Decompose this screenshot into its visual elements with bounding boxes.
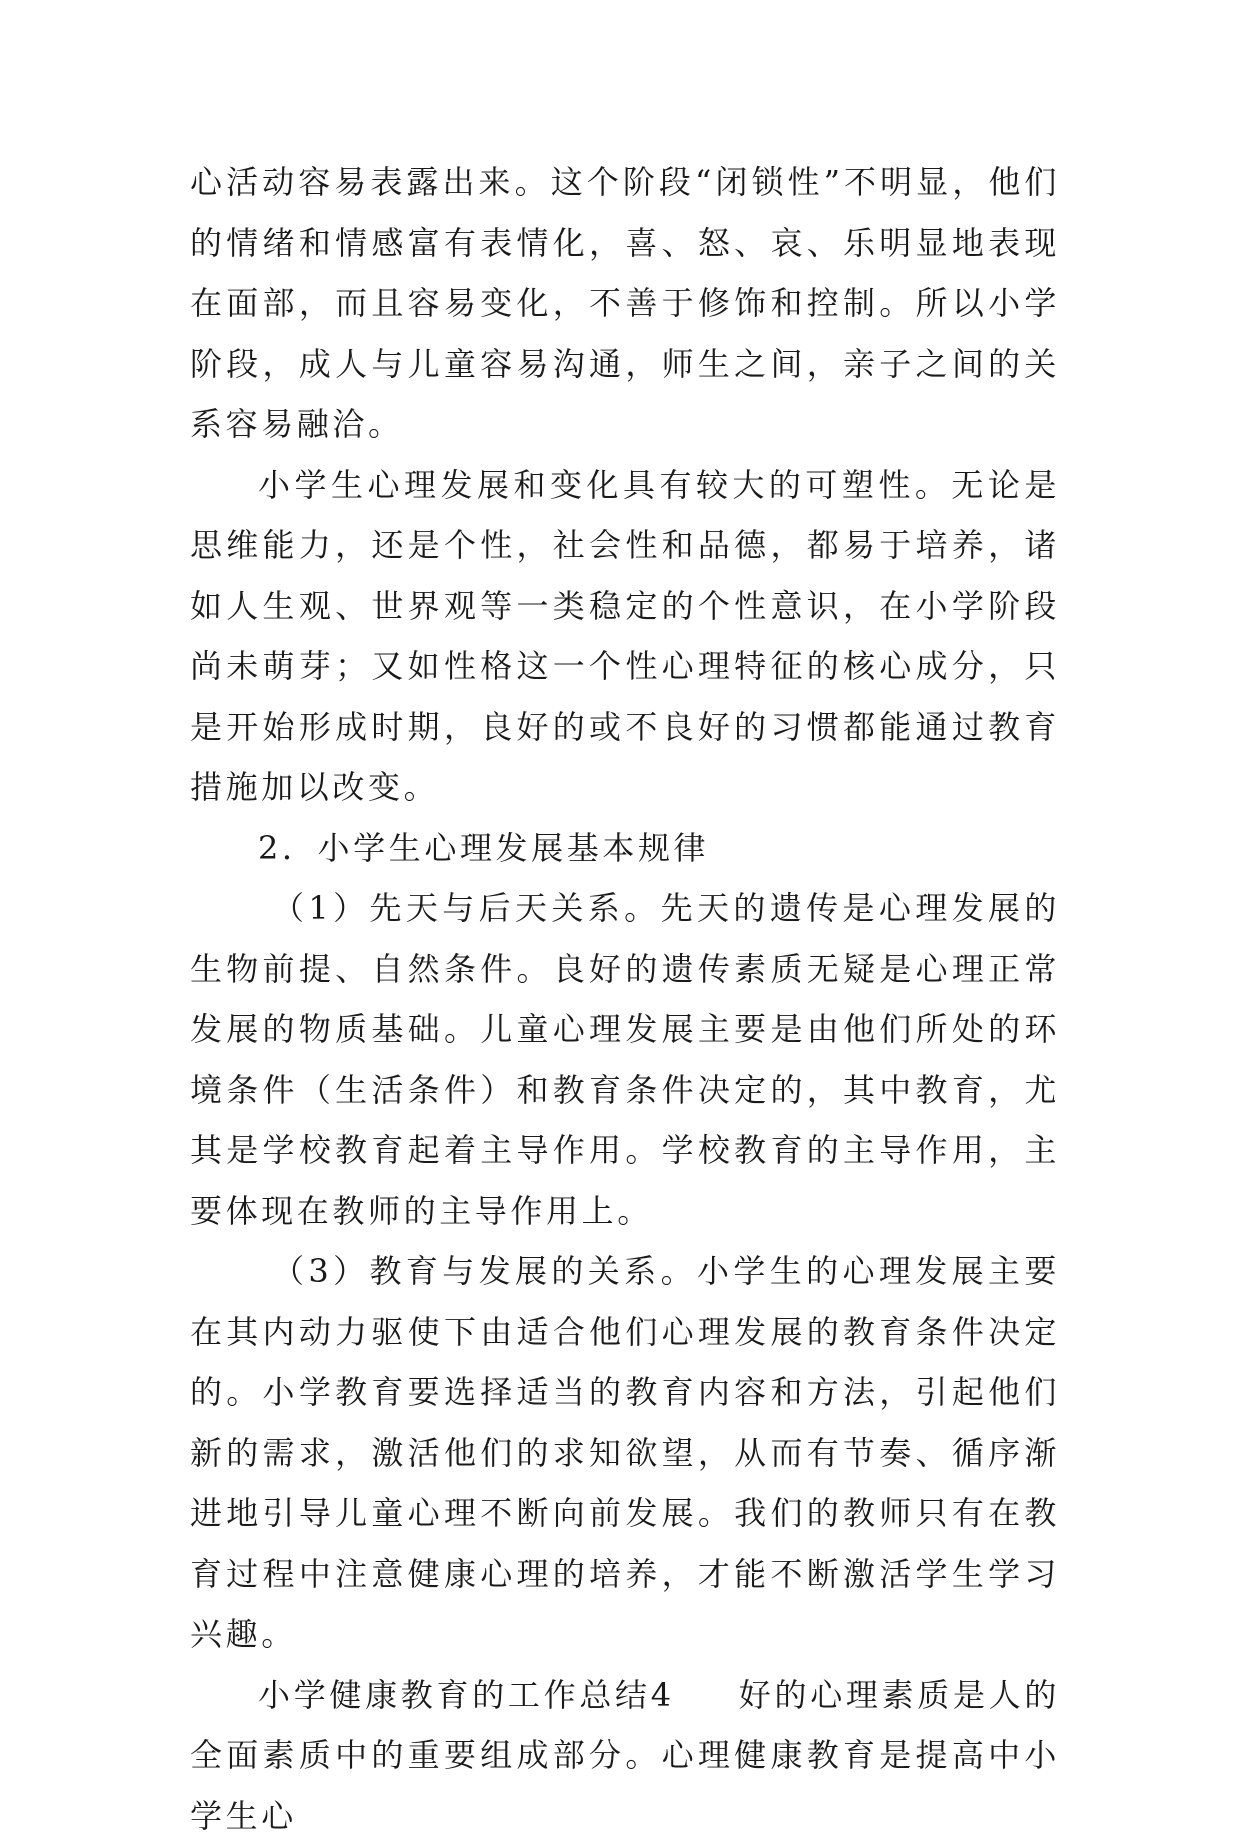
body-text	[190, 152, 1060, 1846]
paragraph-1: 心活动容易表露出来。这个阶段“闭锁性”不明显，他们的情绪和情感富有表情化，喜、怒、哀、乐明显地表现在面部，而且容易变化，不善于修饰和控制。所以小学阶段，成人与儿童容易沟通，师生之间，亲子之间的关系容易融洽。	[190, 152, 1060, 455]
paragraph-2: 小学生心理发展和变化具有较大的可塑性。无论是思维能力，还是个性，社会性和品德，都易于培养，诸如人生观、世界观等一类稳定的个性意识，在小学阶段尚未萌芽；又如性格这一个性心理特征的核心成分，只是开始形成时期，良好的或不良好的习惯都能通过教育措施加以改变。	[190, 455, 1060, 818]
paragraph-4: （3）教育与发展的关系。小学生的心理发展主要在其内动力驱使下由适合他们心理发展的教育条件决定的。小学教育要选择适当的教育内容和方法，引起他们新的需求，激活他们的求知欲望，从而有节奏、循序渐进地引导儿童心理不断向前发展。我们的教师只有在教育过程中注意健康心理的培养，才能不断激活学生学习兴趣。	[190, 1241, 1060, 1665]
summary-text: 好的心理素质是人的全面素质中的重要组成部分。心理健康教育是提高中小学生心	[190, 1676, 1060, 1835]
summary-heading: 小学健康教育的工作总结4	[258, 1676, 675, 1714]
paragraph-5	[190, 1665, 1060, 1846]
section-heading: 2．小学生心理发展基本规律	[190, 818, 1060, 879]
paragraph-3: （1）先天与后天关系。先天的遗传是心理发展的生物前提、自然条件。良好的遗传素质无疑是心理正常发展的物质基础。儿童心理发展主要是由他们所处的环境条件（生活条件）和教育条件决定的，其中教育，尤其是学校教育起着主导作用。学校教育的主导作用，主要体现在教师的主导作用上。	[190, 878, 1060, 1241]
